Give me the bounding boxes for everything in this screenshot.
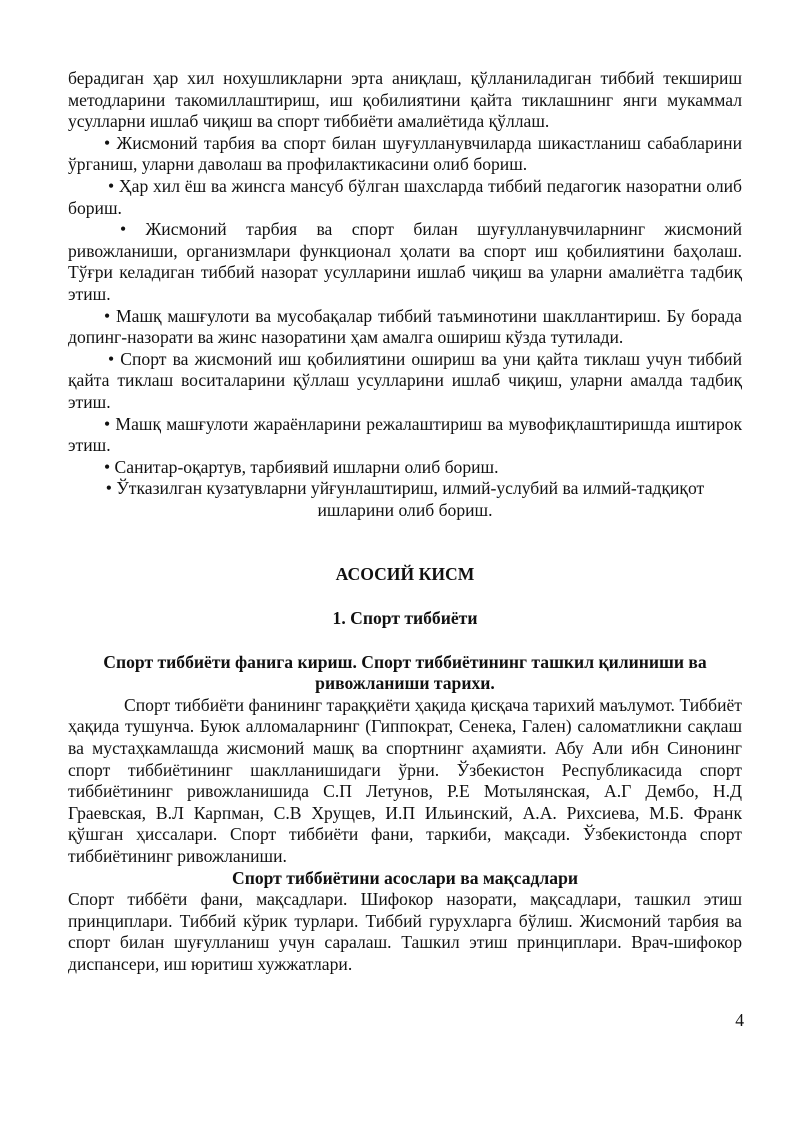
- spacer: [68, 586, 742, 608]
- bullet-item: • Ҳар хил ёш ва жинсга мансуб бўлган шахсларда тиббий педагогик назоратни олиб бориш.: [68, 175, 742, 218]
- main-heading: АСОСИЙ КИСМ: [335, 564, 475, 585]
- bullet-item: • Машқ машғулоти ва мусобақалар тиббий таъминотини шакллантириш. Бу борада допинг-назорати ва жинс назоратини ҳам амалга ошириш кўзда тутилади.: [68, 305, 742, 348]
- spacer: [68, 521, 742, 564]
- subsection2-paragraph: Спорт тиббёти фани, мақсадлари. Шифокор назорати, мақсадлари, ташкил этиш принциплари. Тиббий кўрик турлари. Тиббий гурухларга бўлиш. Жисмоний тарбия ва спорт билан шуғулланиш учун саралаш. Ташкил этиш принциплари. Врач-шифокор диспансери, иш юритиш хужжатлари.: [68, 889, 742, 974]
- bullet-item: • Жисмоний тарбия ва спорт билан шуғулланувчиларда шикастланиш сабабларини ўрганиш, уларни даволаш ва профилактикасини олиб бориш.: [68, 132, 742, 175]
- page-number: 4: [735, 1010, 744, 1030]
- intro-paragraph: берадиган ҳар хил нохушликларни эрта аниқлаш, қўлланиладиган тиббий текшириш методларини такомиллаштириш, иш қобилиятини қайта тиклашнинг янги мукаммал усулларни ишлаб чиқиш ва спорт тиббиёти амалиётида қўллаш.: [68, 68, 742, 132]
- bullet-item: • Санитар-оқартув, тарбиявий ишларни олиб бориш.: [104, 456, 499, 477]
- subsection-paragraph: Спорт тиббиёти фанининг тараққиёти ҳақида қисқача тарихий маълумот. Тиббиёт ҳақида тушунча. Буюк алломаларнинг (Гиппократ, Сенека, Гален) саломатликни сақлаш ва мустаҳкамлашда жисмоний машқ ва спортнинг аҳамияти. Абу Али ибн Синонинг спорт тиббиётининг шаклланишидаги ўрни. Ўзбекистон Республикасида спорт тиббиётининг ривожланишида С.П Летунов, Р.Е Мотылянская, А.Г Дембо, Н.Д Граевская, В.Л Карпман, С.В Хрущев, И.П Ильинский, А.А. Рихсиева, М.Б. Франк қўшган ҳиссалари. Спорт тиббиёти фани, таркиби, мақсади. Ўзбекистонда спорт тиббиётининг ривожланиши.: [68, 694, 742, 866]
- bullet-item: • Машқ машғулоти жараёнларини режалаштириш ва мувофиқлаштиришда иштирок этиш.: [68, 413, 742, 456]
- document-page: [68, 68, 742, 976]
- bullet-item: • Спорт ва жисмоний иш қобилиятини ошириш ва уни қайта тиклаш учун тиббий қайта тиклаш воситаларини қўллаш усулларини ишлаб чиқиш, уларни амалда тадбиқ этиш.: [68, 348, 742, 412]
- bullet-item: • Жисмоний тарбия ва спорт билан шуғулланувчиларнинг жисмоний ривожланиши, организмлари функционал ҳолати ва спорт иш қобилиятини баҳолаш. Тўғри келадиган тиббий назорат усулларини ишлаб чиқиш ва уларни амалиётга тадбиқ этиш.: [68, 219, 742, 304]
- subsection-heading: Спорт тиббиёти фанига кириш. Спорт тиббиётининг ташкил қилиниши ва ривожланиши тарихи.: [103, 651, 707, 694]
- bullet-item: • Ўтказилган кузатувларни уйғунлаштириш, илмий-услубий ва илмий-тадқиқот ишларини олиб бориш.: [105, 478, 705, 520]
- subsection2-heading: Спорт тиббиётини асослари ва мақсадлари: [231, 867, 578, 888]
- spacer: [68, 630, 742, 652]
- section-heading: 1. Спорт тиббиёти: [332, 608, 478, 629]
